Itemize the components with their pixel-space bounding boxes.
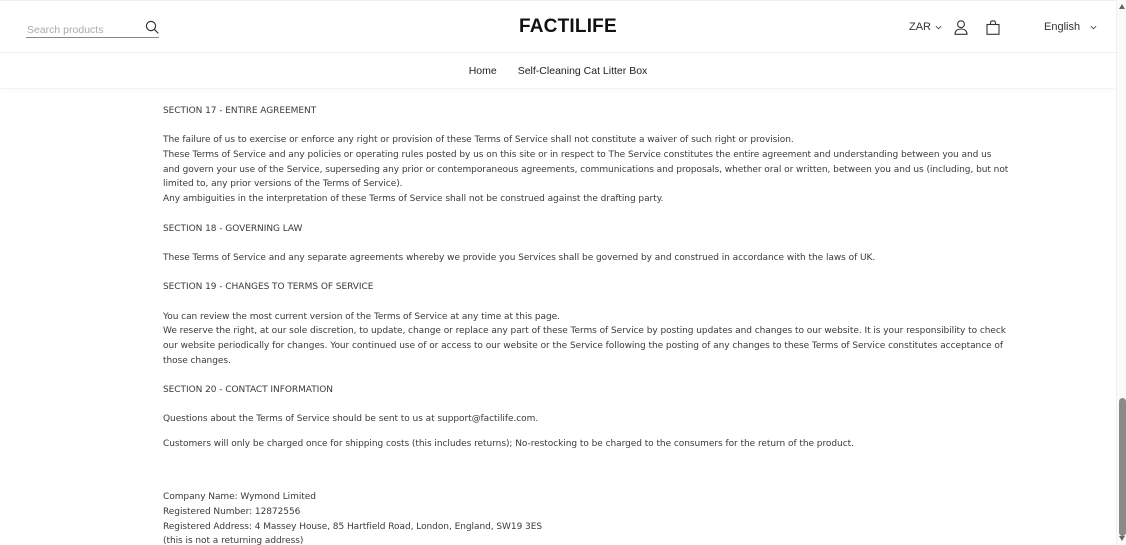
company-name: Company Name: Wymond Limited: [163, 492, 316, 503]
language-selector[interactable]: [1044, 21, 1097, 33]
registered-address: Registered Address: 4 Massey House, 85 Hartfield Road, London, England, SW19 3ES: [163, 521, 543, 532]
spacer: [163, 427, 963, 437]
search-input[interactable]: [26, 21, 138, 40]
chevron-down-icon: [935, 24, 942, 31]
section-18-body: [163, 251, 963, 266]
section-19-title: SECTION 19 - CHANGES TO TERMS OF SERVICE: [163, 282, 374, 293]
company-info: [163, 490, 963, 545]
scrollbar-thumb[interactable]: [1119, 398, 1126, 536]
search-bar: [26, 18, 159, 38]
text-line: our website periodically for changes. Your continued use of or access to our website or the Service following the posting of any changes to these Terms of Service constitutes acceptance of: [163, 341, 1003, 351]
search-icon[interactable]: [145, 20, 159, 34]
contact-line: Questions about the Terms of Service should be sent to us at support@factilife.com.: [163, 414, 539, 425]
text-line: These Terms of Service and any separate agreements whereby we provide you Services shall be governed by and construed in accordance with the laws of UK.: [163, 252, 876, 263]
text-line: We reserve the right, at our sole discretion, to update, change or replace any part of these Terms of Service by posting updates and changes to our website. It is your responsibility to check: [163, 326, 1006, 337]
address-note: (this is not a returning address): [163, 536, 304, 545]
currency-selector[interactable]: [909, 21, 942, 33]
site-header: [0, 0, 1116, 53]
nav-item-self-cleaning-cat-litter-box[interactable]: Self-Cleaning Cat Litter Box: [517, 64, 648, 77]
text-line: The failure of us to exercise or enforce any right or provision of these Terms of Service shall not constitute a waiver of such right or provision.: [163, 135, 794, 146]
user-icon[interactable]: [954, 20, 968, 35]
text-line: Any ambiguities in the interpretation of these Terms of Service shall not be construed against the drafting party.: [163, 194, 664, 205]
section-17-body: [163, 133, 1009, 206]
text-line: These Terms of Service and any policies or operating rules posted by us on this site or in respect to The Service constitutes the entire agreement and understanding between you and us: [163, 150, 992, 161]
text-line: limited to, any prior versions of the Terms of Service).: [163, 179, 403, 190]
logo[interactable]: FACTILIFE: [519, 16, 617, 37]
section-18-title: SECTION 18 - GOVERNING LAW: [163, 223, 303, 234]
vertical-scrollbar[interactable]: [1116, 0, 1126, 545]
text-line: those changes.: [163, 355, 231, 366]
chevron-down-icon: [1090, 24, 1097, 31]
language-label: English: [1044, 21, 1081, 33]
main-nav: [0, 53, 1116, 89]
scroll-up-arrow-icon[interactable]: [1119, 4, 1125, 9]
currency-label: ZAR: [909, 21, 931, 33]
shipping-note: Customers will only be charged once for shipping costs (this includes returns); No-restocking to be charged to the consumers for the return of the product.: [163, 438, 854, 449]
terms-content: [163, 104, 1009, 545]
section-20-title: SECTION 20 - CONTACT INFORMATION: [163, 385, 333, 396]
section-17-title: SECTION 17 - ENTIRE AGREEMENT: [163, 106, 317, 116]
text-line: and govern your use of the Service, superseding any prior or contemporaneous agreements, communications and proposals, whether oral or written, between you and us (including, but not: [163, 164, 1009, 175]
section-19-body: [163, 310, 1006, 369]
shopping-bag-icon[interactable]: [986, 20, 1000, 35]
scroll-down-arrow-icon[interactable]: [1119, 536, 1125, 541]
nav-item-home[interactable]: Home: [468, 64, 497, 77]
spacer: [163, 451, 963, 490]
text-line: You can review the most current version of the Terms of Service at any time at this page.: [163, 311, 560, 322]
registered-number: Registered Number: 12872556: [163, 507, 301, 517]
